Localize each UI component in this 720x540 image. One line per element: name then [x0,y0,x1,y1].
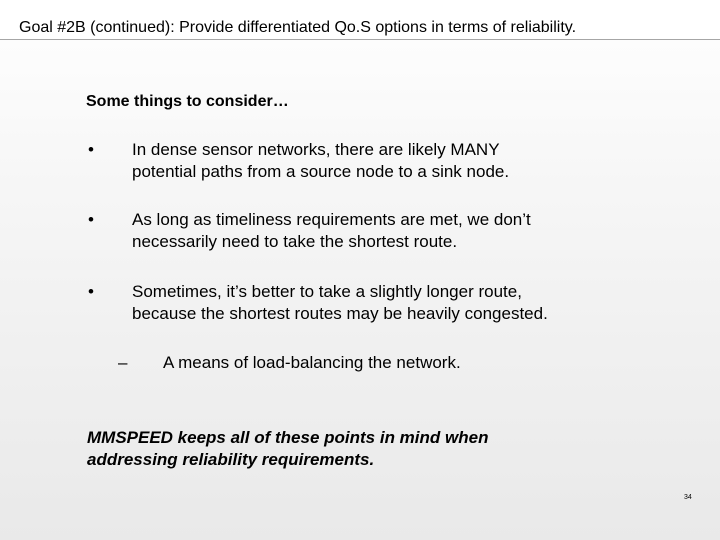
bullet-marker: • [88,282,94,301]
sub-bullet-marker: – [118,353,128,372]
sub-bullet-load-balancing: A means of load-balancing the network. [163,353,461,372]
bullet-item-longer-route [132,281,672,325]
bullet-line: potential paths from a source node to a sink node. [132,162,510,181]
conclusion-line: MMSPEED keeps all of these points in mind when [87,428,489,447]
conclusion-line: addressing reliability requirements. [87,450,375,469]
bullet-line: Sometimes, it’s better to take a slightly longer route, [132,282,522,301]
page-number: 34 [684,494,692,501]
slide-header [0,0,720,40]
bullet-item-timeliness [132,209,672,253]
bullet-line: necessarily need to take the shortest route. [132,232,458,251]
intro-heading: Some things to consider… [86,93,289,110]
conclusion-text [87,427,647,471]
bullet-line: In dense sensor networks, there are likely MANY [132,140,500,159]
bullet-line: As long as timeliness requirements are met, we don’t [132,210,531,229]
slide-title: Goal #2B (continued): Provide differentiated Qo.S options in terms of reliability. [19,19,577,36]
bullet-item-dense-networks [132,139,672,183]
bullet-marker: • [88,140,94,159]
bullet-marker: • [88,210,94,229]
bullet-line: because the shortest routes may be heavily congested. [132,304,548,323]
